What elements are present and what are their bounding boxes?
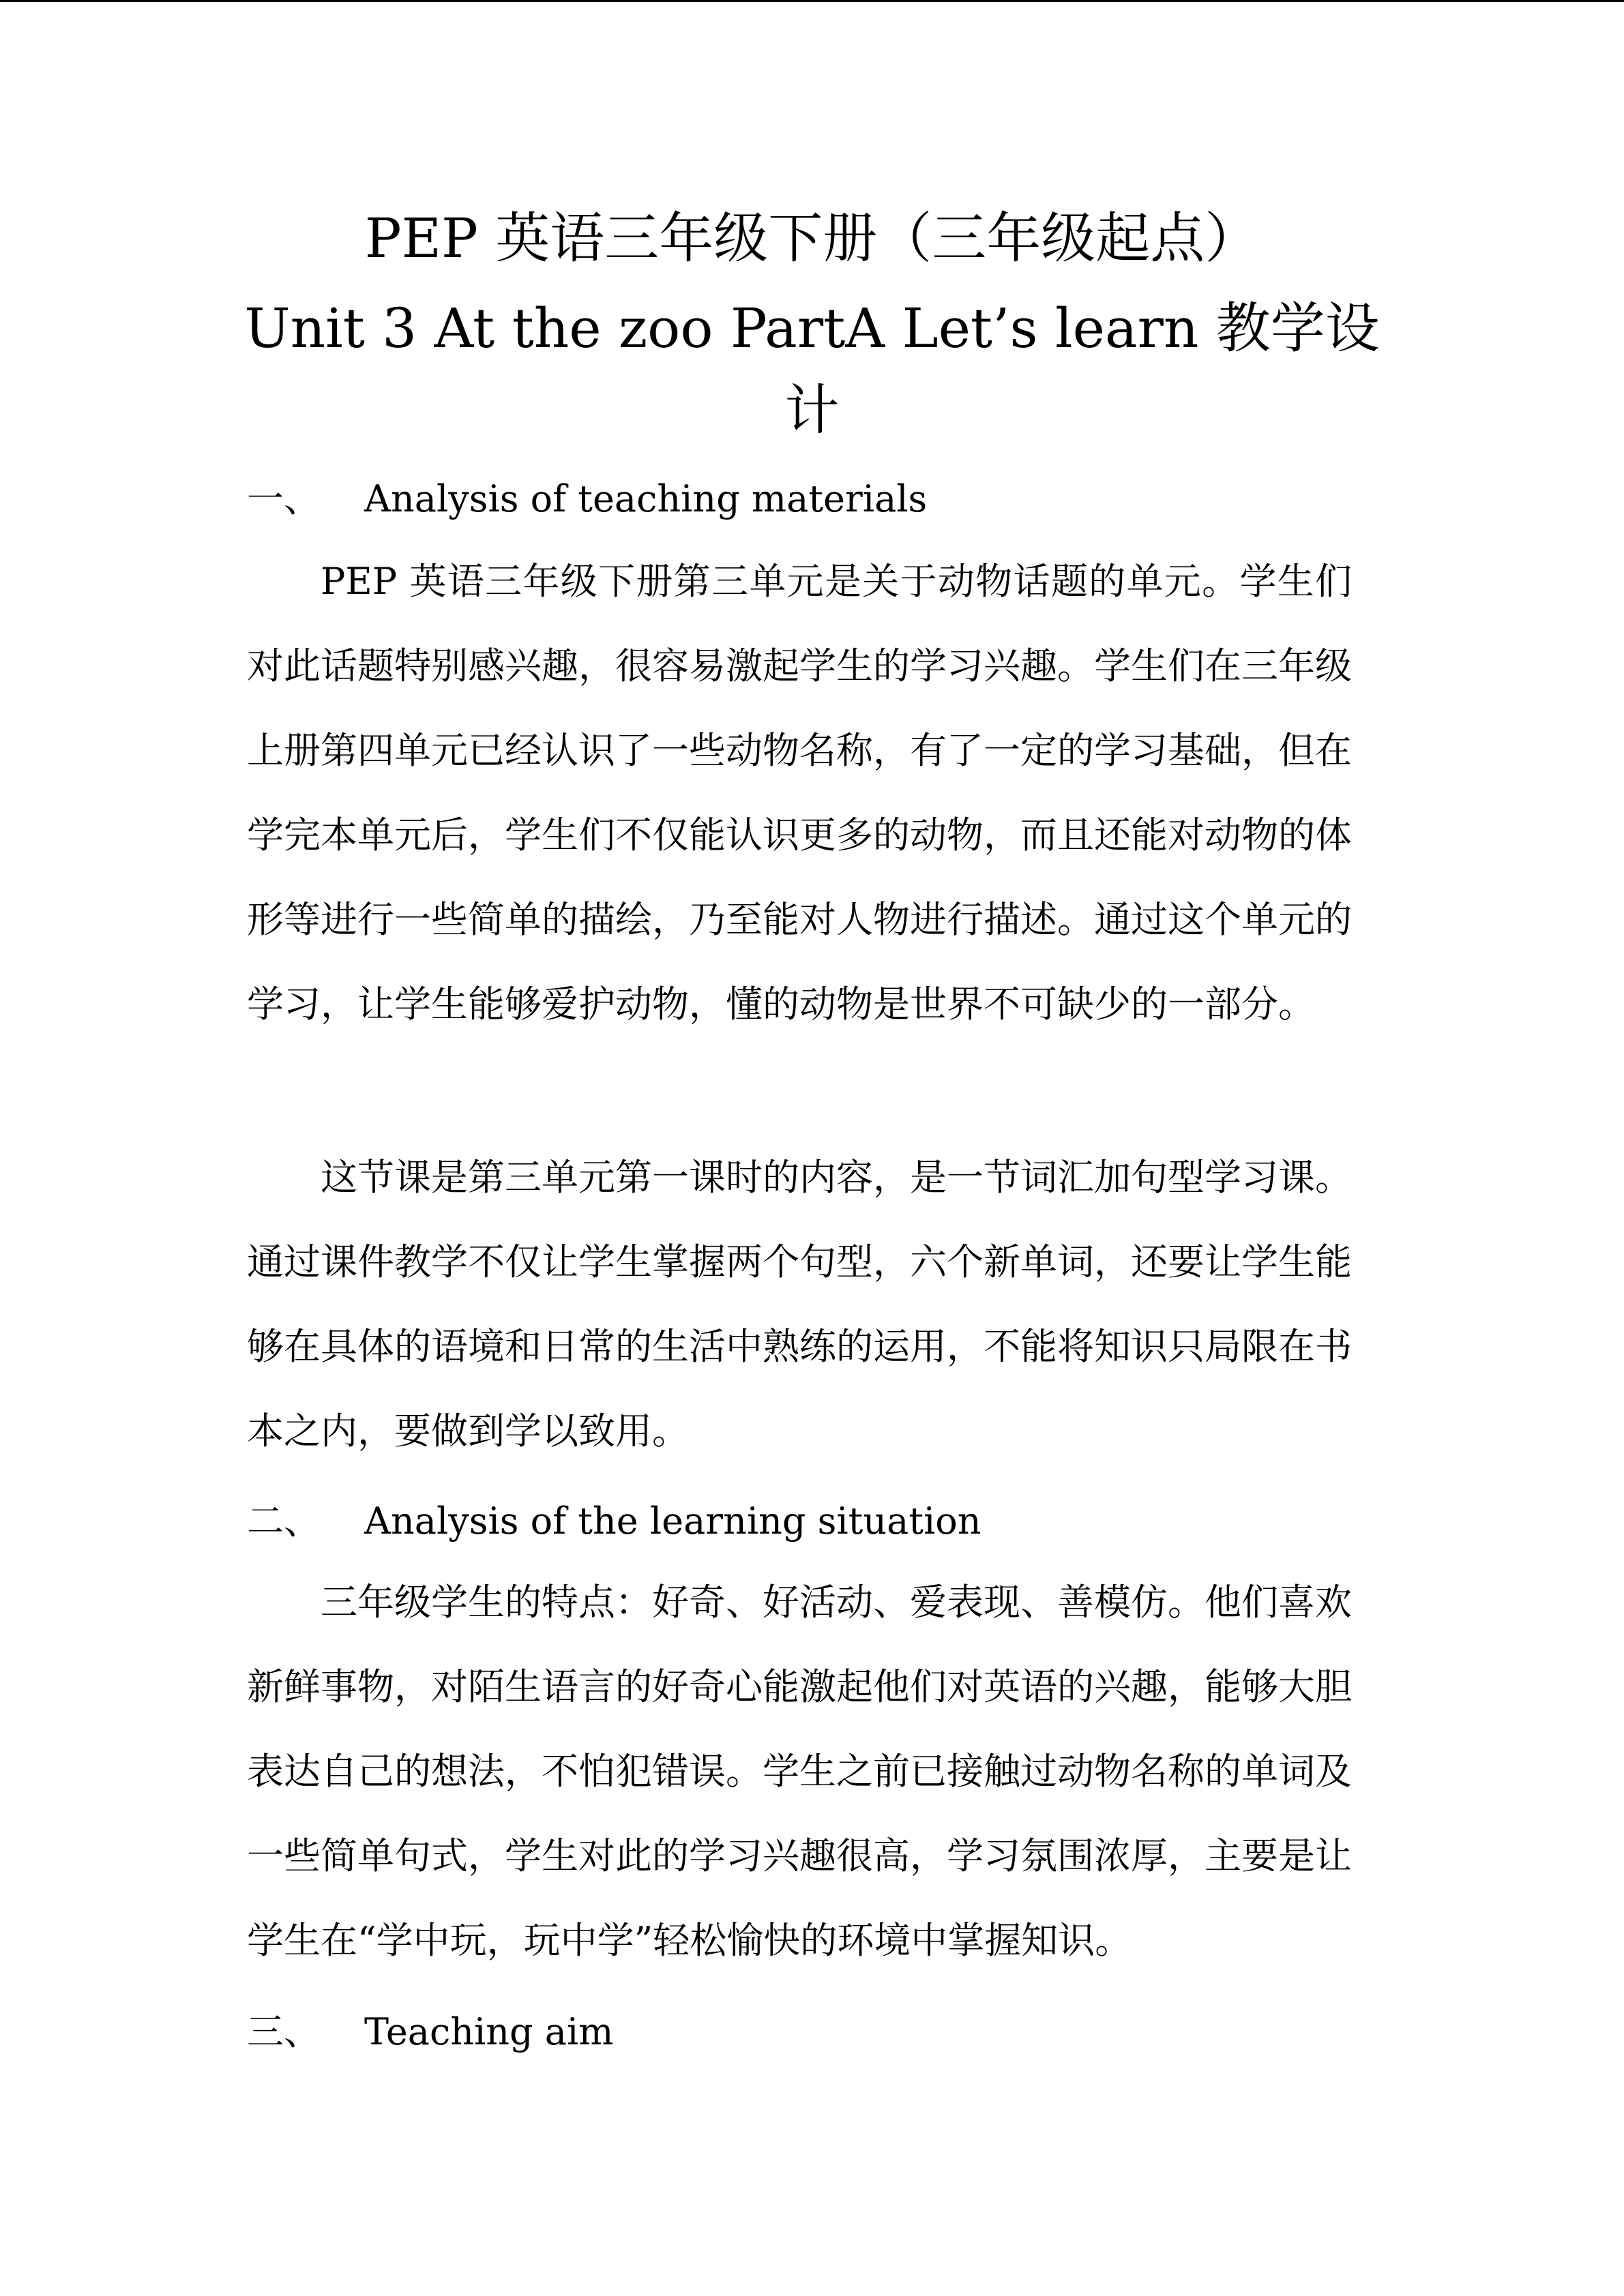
paragraph-materials-2: 这节课是第三单元第一课时的内容，是一节词汇加句型学习课。通过课件教学不仅让学生掌握两个句型，六个新单词，还要让学生能够在具体的语境和日常的生活中熟练的运用，不能将知识只局限在书本之内，要做到学以致用。 — [247, 1156, 1352, 1452]
paragraph-learning-situation: 三年级学生的特点：好奇、好活动、爱表现、善模仿。他们喜欢新鲜事物，对陌生语言的好奇心能激起他们对英语的兴趣，能够大胆表达自己的想法，不怕犯错误。学生之前已接触过动物名称的单词及一些简单句式，学生对此的学习兴趣很高，学习氛围浓厚，主要是让学生在“学中玩，玩中学”轻松愉快的环境中掌握知识。 — [247, 1581, 1352, 1962]
document-title-line-1: PEP 英语三年级下册（三年级起点） — [364, 207, 1260, 270]
section-heading-1 — [247, 475, 927, 523]
section-number-1: 一、 — [247, 477, 321, 520]
section-title-2: Analysis of the learning situation — [364, 1500, 981, 1542]
section-heading-2 — [247, 1497, 981, 1545]
document-title-line-3: 计 — [784, 378, 840, 442]
paragraph-materials-1: PEP 英语三年级下册第三单元是关于动物话题的单元。学生们对此话题特别感兴趣，很容易激起学生的学习兴趣。学生们在三年级上册第四单元已经认识了一些动物名称，有了一定的学习基础，但在学完本单元后，学生们不仅能认识更多的动物，而且还能对动物的体形等进行一些简单的描绘，乃至能对人物进行描述。通过这个单元的学习，让学生能够爱护动物，懂的动物是世界不可缺少的一部分。 — [247, 560, 1352, 1026]
page-top-border — [0, 0, 1624, 2]
document-title-line-2: Unit 3 At the zoo PartA Let’s learn 教学设 — [244, 297, 1380, 360]
section-title-1: Analysis of teaching materials — [364, 477, 928, 520]
section-number-3: 三、 — [247, 2010, 321, 2053]
section-title-3: Teaching aim — [364, 2010, 614, 2053]
section-heading-3 — [247, 2008, 613, 2056]
section-number-2: 二、 — [247, 1500, 321, 1542]
